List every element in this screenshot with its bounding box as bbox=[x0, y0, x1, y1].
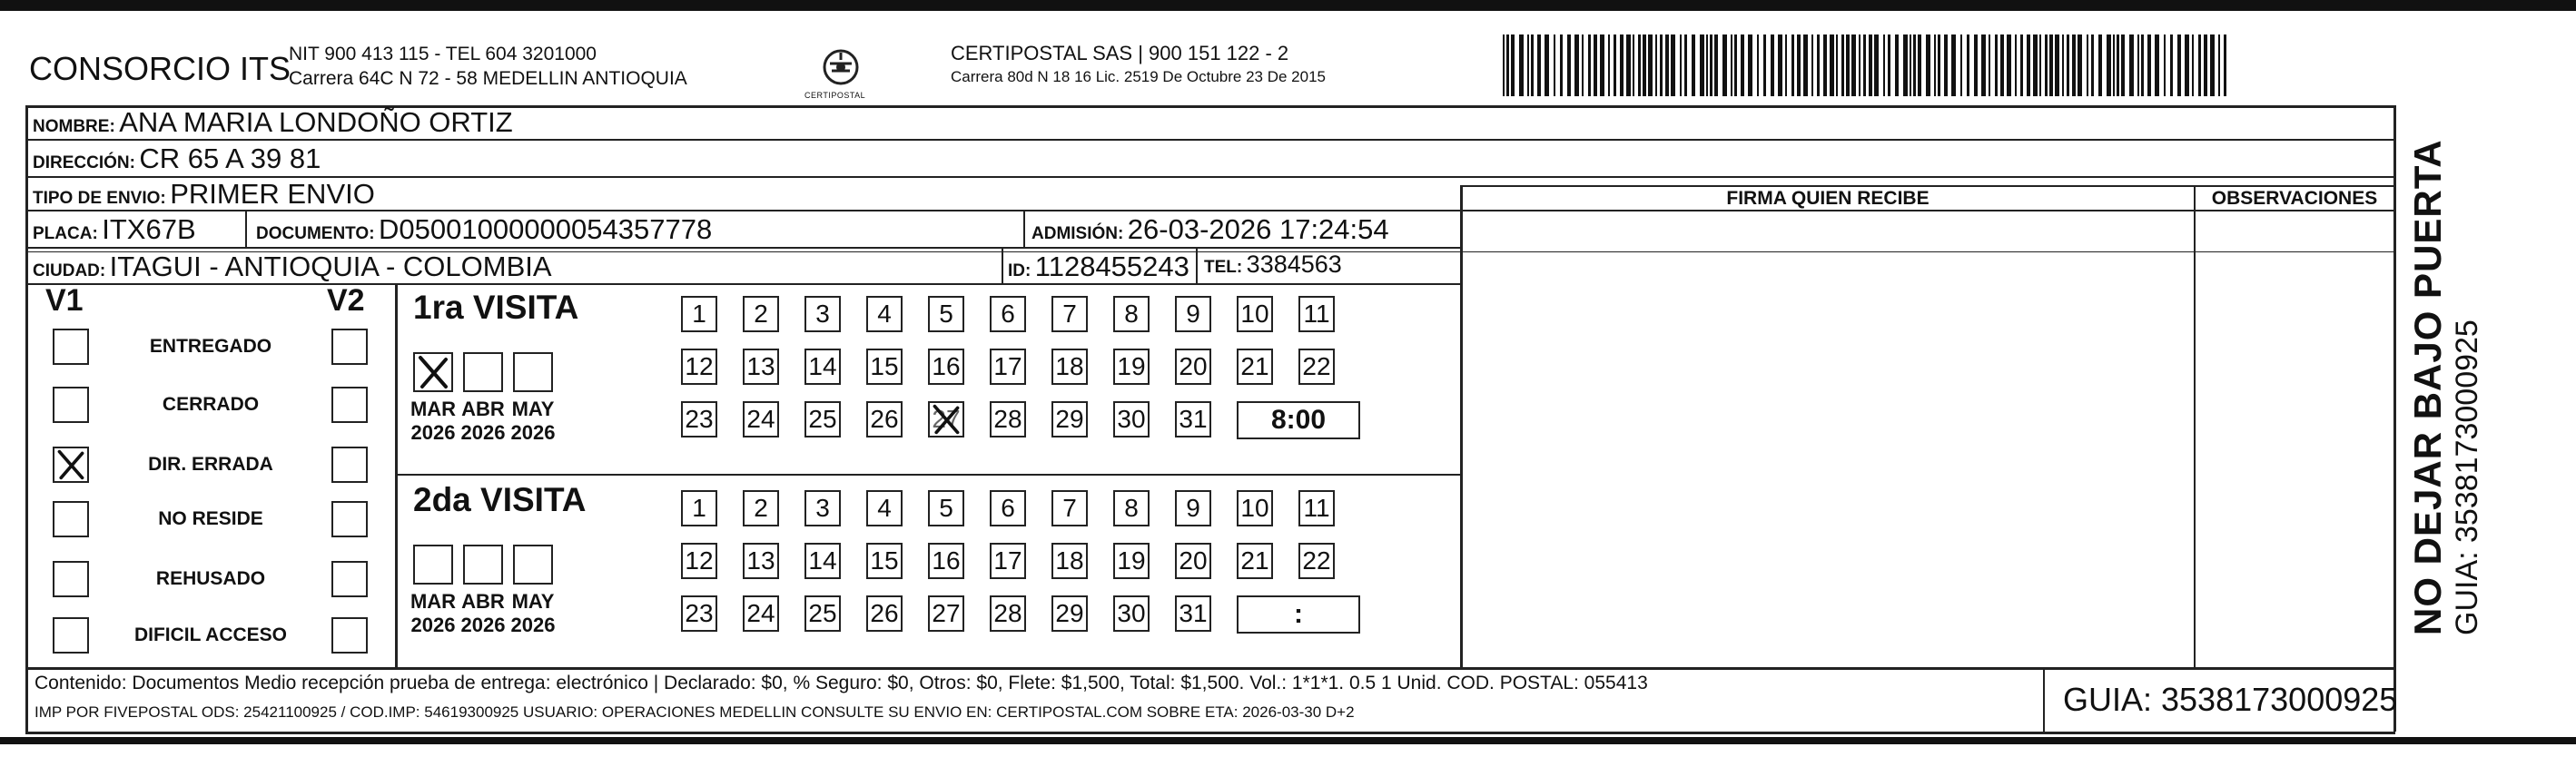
visita1-day-18[interactable]: 18 bbox=[1051, 349, 1088, 385]
grid-line bbox=[25, 732, 2395, 734]
visita2-day-2[interactable]: 2 bbox=[743, 490, 779, 526]
v1-checkbox-5[interactable] bbox=[53, 561, 89, 597]
barcode-bar bbox=[2091, 34, 2094, 96]
status-label: CERRADO bbox=[162, 394, 260, 415]
barcode-bar bbox=[2107, 34, 2111, 96]
visita2-month-label bbox=[456, 590, 510, 637]
barcode-bar bbox=[1803, 34, 1808, 96]
placa-label: PLACA: bbox=[33, 224, 98, 243]
visita2-day-19[interactable]: 19 bbox=[1113, 543, 1150, 579]
bottom-border bbox=[0, 737, 2576, 744]
v1-header: V1 bbox=[45, 283, 84, 318]
grid-line bbox=[395, 474, 1461, 476]
visita1-month-label bbox=[456, 398, 510, 445]
tel-label: TEL: bbox=[1204, 258, 1243, 277]
barcode-bar bbox=[1967, 34, 1969, 96]
visita2-day-6[interactable]: 6 bbox=[990, 490, 1026, 526]
visita1-day-20[interactable]: 20 bbox=[1175, 349, 1211, 385]
visita1-day-28[interactable]: 28 bbox=[990, 401, 1026, 437]
v1-checkbox-6[interactable] bbox=[53, 617, 89, 654]
barcode-bar bbox=[1600, 34, 1604, 96]
firma-header: FIRMA QUIEN RECIBE bbox=[1726, 188, 1930, 209]
visita2-month-checkbox-may[interactable] bbox=[513, 545, 553, 585]
visita2-day-4[interactable]: 4 bbox=[866, 490, 903, 526]
status-label: ENTREGADO bbox=[149, 336, 272, 357]
barcode-bar bbox=[1974, 34, 1978, 96]
barcode-bar bbox=[1785, 34, 1787, 96]
barcode-bar bbox=[1836, 34, 1838, 96]
barcode-bar bbox=[1823, 34, 1827, 96]
barcode-bar bbox=[1660, 34, 1663, 96]
barcode-bar bbox=[1989, 34, 1990, 96]
barcode-bar bbox=[1734, 34, 1737, 96]
certipostal-nit: CERTIPOSTAL SAS | 900 151 122 - 2 bbox=[951, 42, 1289, 64]
visita1-day-21[interactable]: 21 bbox=[1237, 349, 1273, 385]
visita1-day-4[interactable]: 4 bbox=[866, 296, 903, 332]
placa-value: ITX67B bbox=[102, 213, 196, 245]
grid-line bbox=[395, 283, 398, 668]
barcode-bar bbox=[2177, 34, 2181, 96]
visita2-day-16[interactable]: 16 bbox=[928, 543, 964, 579]
grid-line bbox=[25, 667, 2395, 670]
visita1-title: 1ra VISITA bbox=[413, 289, 579, 326]
barcode-bar bbox=[1620, 34, 1624, 96]
company-address: Carrera 64C N 72 - 58 MEDELLIN ANTIOQUIA bbox=[289, 68, 687, 89]
visita1-day-17[interactable]: 17 bbox=[990, 349, 1026, 385]
barcode-bar bbox=[1763, 34, 1766, 96]
barcode-bar bbox=[2033, 34, 2038, 96]
footer-impresion: IMP POR FIVEPOSTAL ODS: 25421100925 / COD.IMP: 54619300925 USUARIO: OPERACIONES MEDELLIN CONSULTE SU ENVIO EN: CERTIPOSTAL.COM SOBRE ETA: 2026-03-30 D+2 bbox=[35, 703, 1355, 721]
visita1-month-checkbox-abr[interactable] bbox=[463, 352, 503, 392]
barcode-bar bbox=[1874, 34, 1879, 96]
barcode-bar bbox=[2000, 34, 2004, 96]
visita2-day-7[interactable]: 7 bbox=[1051, 490, 1088, 526]
barcode-bar bbox=[2210, 34, 2215, 96]
barcode-bar bbox=[2192, 34, 2194, 96]
visita1-month-label bbox=[406, 398, 460, 445]
visita1-day-19[interactable]: 19 bbox=[1113, 349, 1150, 385]
ciudad-value: ITAGUI - ANTIOQUIA - COLOMBIA bbox=[109, 251, 552, 282]
barcode-bar bbox=[1918, 34, 1921, 96]
barcode-bar bbox=[2027, 34, 2030, 96]
barcode-bar bbox=[2141, 34, 2144, 96]
barcode-bar bbox=[1531, 34, 1534, 96]
month-year: 2026 bbox=[410, 421, 456, 444]
barcode-bar bbox=[2137, 34, 2139, 96]
visita2-day-31[interactable]: 31 bbox=[1175, 595, 1211, 632]
barcode-bar bbox=[1706, 34, 1708, 96]
visita2-day-23[interactable]: 23 bbox=[681, 595, 717, 632]
visita1-month-checkbox-may[interactable] bbox=[513, 352, 553, 392]
barcode-bar bbox=[1710, 34, 1712, 96]
grid-line bbox=[1023, 211, 1025, 249]
barcode-bar bbox=[1938, 34, 1940, 96]
v2-checkbox-4[interactable] bbox=[331, 501, 368, 537]
month-name: ABR bbox=[461, 590, 505, 613]
grid-line bbox=[25, 139, 2395, 141]
barcode-bar bbox=[1888, 34, 1890, 96]
barcode-bar bbox=[1981, 34, 1986, 96]
barcode-bar bbox=[2204, 34, 2207, 96]
barcode-bar bbox=[1560, 34, 1563, 96]
visita2-day-11[interactable]: 11 bbox=[1298, 490, 1335, 526]
row-id bbox=[1008, 251, 1189, 283]
row-ciudad bbox=[33, 251, 552, 283]
barcode-bar bbox=[1665, 34, 1669, 96]
barcode-bar bbox=[1506, 34, 1509, 96]
visita2-day-12[interactable]: 12 bbox=[681, 543, 717, 579]
barcode-bar bbox=[1895, 34, 1899, 96]
grid-line bbox=[25, 667, 28, 732]
barcode-bar bbox=[2045, 34, 2048, 96]
barcode-bar bbox=[1926, 34, 1930, 96]
month-year: 2026 bbox=[460, 614, 506, 636]
visita2-day-8[interactable]: 8 bbox=[1113, 490, 1150, 526]
v2-checkbox-2[interactable] bbox=[331, 387, 368, 423]
grid-line bbox=[1196, 247, 1198, 285]
barcode-bar bbox=[2117, 34, 2119, 96]
tel-value: 3384563 bbox=[1246, 251, 1342, 278]
barcode-bar bbox=[1503, 34, 1505, 96]
barcode-bar bbox=[1527, 34, 1529, 96]
row-tel bbox=[1204, 251, 1342, 279]
certipostal-info bbox=[951, 42, 1326, 89]
barcode-bar bbox=[2155, 34, 2159, 96]
barcode-bar bbox=[1944, 34, 1948, 96]
grid-line bbox=[25, 210, 2395, 211]
visita1-day-27[interactable]: 27 bbox=[928, 401, 964, 437]
barcode-bar bbox=[2113, 34, 2115, 96]
barcode-bar bbox=[2185, 34, 2189, 96]
barcode-bar bbox=[1797, 34, 1801, 96]
barcode-bar bbox=[1594, 34, 1597, 96]
side-guia: GUIA: 3538173000925 bbox=[2450, 320, 2484, 635]
visita1-hour-field[interactable]: 8:00 bbox=[1237, 401, 1360, 439]
documento-value: D05001000000054357778 bbox=[379, 213, 713, 245]
v1-checkbox-2[interactable] bbox=[53, 387, 89, 423]
barcode-bar bbox=[1554, 34, 1555, 96]
barcode-bar bbox=[2067, 34, 2069, 96]
visita2-month-label bbox=[506, 590, 560, 637]
visita1-day-7[interactable]: 7 bbox=[1051, 296, 1088, 332]
visita2-day-28[interactable]: 28 bbox=[990, 595, 1026, 632]
status-label: REHUSADO bbox=[155, 568, 266, 589]
visita1-day-check-mark bbox=[930, 403, 962, 436]
v1-checkbox-1[interactable] bbox=[53, 329, 89, 365]
admision-value: 26-03-2026 17:24:54 bbox=[1127, 213, 1389, 245]
grid-line bbox=[2194, 185, 2196, 668]
row-documento bbox=[256, 213, 712, 246]
barcode-bar bbox=[1680, 34, 1682, 96]
month-name: MAY bbox=[511, 590, 555, 613]
barcode-bar bbox=[1692, 34, 1695, 96]
barcode bbox=[1503, 34, 2229, 96]
barcode-bar bbox=[1519, 34, 1524, 96]
barcode-bar bbox=[1655, 34, 1657, 96]
visita1-day-8[interactable]: 8 bbox=[1113, 296, 1150, 332]
visita1-day-3[interactable]: 3 bbox=[804, 296, 841, 332]
documento-label: DOCUMENTO: bbox=[256, 224, 375, 243]
visita1-month-label bbox=[506, 398, 560, 445]
grid-line bbox=[1002, 247, 1003, 285]
barcode-bar bbox=[2224, 34, 2226, 96]
barcode-bar bbox=[1614, 34, 1616, 96]
barcode-bar bbox=[1934, 34, 1936, 96]
grid-line bbox=[2043, 667, 2045, 732]
visita1-day-9[interactable]: 9 bbox=[1175, 296, 1211, 332]
visita1-day-16[interactable]: 16 bbox=[928, 349, 964, 385]
visita2-day-13[interactable]: 13 bbox=[743, 543, 779, 579]
visita2-day-1[interactable]: 1 bbox=[681, 490, 717, 526]
grid-line bbox=[25, 247, 1460, 249]
visita1-day-2[interactable]: 2 bbox=[743, 296, 779, 332]
visita1-day-30[interactable]: 30 bbox=[1113, 401, 1150, 437]
barcode-bar bbox=[1863, 34, 1866, 96]
month-year: 2026 bbox=[460, 421, 506, 444]
visita2-day-27[interactable]: 27 bbox=[928, 595, 964, 632]
barcode-bar bbox=[2039, 34, 2041, 96]
barcode-bar bbox=[1608, 34, 1610, 96]
barcode-bar bbox=[1910, 34, 1911, 96]
month-name: MAY bbox=[511, 398, 555, 420]
barcode-bar bbox=[1648, 34, 1653, 96]
id-value: 1128455243 bbox=[1034, 251, 1189, 282]
visita2-month-label bbox=[406, 590, 460, 637]
barcode-bar bbox=[1859, 34, 1860, 96]
id-label: ID: bbox=[1008, 261, 1031, 280]
v2-checkbox-6[interactable] bbox=[331, 617, 368, 654]
grid-line bbox=[25, 283, 1460, 285]
visita2-month-checkbox-mar[interactable] bbox=[413, 545, 453, 585]
visita2-day-22[interactable]: 22 bbox=[1298, 543, 1335, 579]
direccion-label: DIRECCIÓN: bbox=[33, 153, 135, 172]
company-nit: NIT 900 413 115 - TEL 604 3201000 bbox=[289, 44, 597, 64]
barcode-bar bbox=[1537, 34, 1541, 96]
grid-line bbox=[1460, 185, 2395, 187]
barcode-bar bbox=[1684, 34, 1687, 96]
barcode-bar bbox=[2121, 34, 2125, 96]
barcode-bar bbox=[1841, 34, 1844, 96]
row-tipo bbox=[33, 178, 375, 211]
company-info bbox=[289, 42, 687, 91]
status-label: DIR. ERRADA bbox=[148, 454, 273, 475]
barcode-bar bbox=[2087, 34, 2088, 96]
visita2-title: 2da VISITA bbox=[413, 481, 587, 518]
barcode-bar bbox=[2015, 34, 2017, 96]
visita2-month-checkbox-abr[interactable] bbox=[463, 545, 503, 585]
visita2-day-30[interactable]: 30 bbox=[1113, 595, 1150, 632]
visita2-day-9[interactable]: 9 bbox=[1175, 490, 1211, 526]
row-placa bbox=[33, 213, 196, 246]
visita1-day-26[interactable]: 26 bbox=[866, 401, 903, 437]
visita1-day-5[interactable]: 5 bbox=[928, 296, 964, 332]
barcode-bar bbox=[2078, 34, 2082, 96]
barcode-bar bbox=[1731, 34, 1732, 96]
barcode-bar bbox=[1846, 34, 1850, 96]
side-notice bbox=[2406, 139, 2485, 635]
grid-line bbox=[245, 211, 247, 249]
visita1-day-29[interactable]: 29 bbox=[1051, 401, 1088, 437]
company-name: CONSORCIO ITS bbox=[29, 50, 291, 87]
visita1-day-12[interactable]: 12 bbox=[681, 349, 717, 385]
visita1-day-23[interactable]: 23 bbox=[681, 401, 717, 437]
visita1-day-25[interactable]: 25 bbox=[804, 401, 841, 437]
direccion-value: CR 65 A 39 81 bbox=[139, 143, 321, 174]
barcode-bar bbox=[1757, 34, 1759, 96]
visita1-day-15[interactable]: 15 bbox=[866, 349, 903, 385]
barcode-bar bbox=[1748, 34, 1752, 96]
visita2-day-26[interactable]: 26 bbox=[866, 595, 903, 632]
barcode-bar bbox=[1567, 34, 1571, 96]
barcode-bar bbox=[2007, 34, 2011, 96]
barcode-bar bbox=[1722, 34, 1727, 96]
grid-line bbox=[25, 176, 2395, 178]
footer-contenido: Contenido: Documentos Medio recepción prueba de entrega: electrónico | Declarado: $0, % Seguro: $0, Otros: $0, Flete: $1,500, Total: $1,500. Vol.: 1*1*1. 0.5 1 Unid. COD. POSTAL: 055413 bbox=[35, 673, 1648, 693]
barcode-bar bbox=[2198, 34, 2201, 96]
barcode-bar bbox=[1574, 34, 1579, 96]
month-name: MAR bbox=[410, 590, 457, 613]
v2-checkbox-1[interactable] bbox=[331, 329, 368, 365]
barcode-bar bbox=[2164, 34, 2166, 96]
barcode-bar bbox=[1869, 34, 1872, 96]
barcode-bar bbox=[1626, 34, 1631, 96]
tipo-label: TIPO DE ENVIO: bbox=[33, 189, 166, 208]
barcode-bar bbox=[1951, 34, 1956, 96]
barcode-bar bbox=[2049, 34, 2053, 96]
visita1-day-13[interactable]: 13 bbox=[743, 349, 779, 385]
barcode-bar bbox=[2129, 34, 2134, 96]
visita1-day-24[interactable]: 24 bbox=[743, 401, 779, 437]
visita2-day-25[interactable]: 25 bbox=[804, 595, 841, 632]
grid-line bbox=[2393, 105, 2396, 732]
barcode-bar bbox=[1883, 34, 1885, 96]
visita1-day-6[interactable]: 6 bbox=[990, 296, 1026, 332]
barcode-bar bbox=[1588, 34, 1591, 96]
visita1-day-14[interactable]: 14 bbox=[804, 349, 841, 385]
barcode-bar bbox=[2098, 34, 2102, 96]
barcode-bar bbox=[1817, 34, 1820, 96]
visita1-day-31[interactable]: 31 bbox=[1175, 401, 1211, 437]
barcode-bar bbox=[1851, 34, 1856, 96]
v2-checkbox-3[interactable] bbox=[331, 447, 368, 483]
visita2-day-10[interactable]: 10 bbox=[1237, 490, 1273, 526]
visita1-day-22[interactable]: 22 bbox=[1298, 349, 1335, 385]
barcode-bar bbox=[1960, 34, 1962, 96]
barcode-bar bbox=[1638, 34, 1641, 96]
barcode-bar bbox=[1913, 34, 1916, 96]
barcode-bar bbox=[1671, 34, 1675, 96]
visita2-day-17[interactable]: 17 bbox=[990, 543, 1026, 579]
barcode-bar bbox=[1643, 34, 1646, 96]
visita2-day-21[interactable]: 21 bbox=[1237, 543, 1273, 579]
nombre-value: ANA MARIA LONDOÑO ORTIZ bbox=[119, 106, 513, 138]
month-year: 2026 bbox=[510, 421, 556, 444]
status-label: DIFICIL ACCESO bbox=[133, 624, 287, 645]
admision-label: ADMISIÓN: bbox=[1031, 224, 1124, 243]
visita1-day-1[interactable]: 1 bbox=[681, 296, 717, 332]
visita1-month-check-mark bbox=[415, 354, 451, 390]
grid-line bbox=[25, 105, 28, 668]
barcode-bar bbox=[1582, 34, 1584, 96]
logo-text: CERTIPOSTAL bbox=[804, 91, 866, 100]
month-year: 2026 bbox=[510, 614, 556, 636]
month-name: ABR bbox=[461, 398, 505, 420]
barcode-bar bbox=[1741, 34, 1744, 96]
barcode-bar bbox=[2147, 34, 2151, 96]
tipo-value: PRIMER ENVIO bbox=[170, 178, 375, 210]
barcode-bar bbox=[1633, 34, 1634, 96]
visita2-hour-field[interactable]: : bbox=[1237, 595, 1360, 634]
barcode-bar bbox=[1830, 34, 1834, 96]
v2-header: V2 bbox=[327, 283, 365, 318]
barcode-bar bbox=[1995, 34, 1998, 96]
status-label: NO RESIDE bbox=[158, 508, 263, 529]
barcode-bar bbox=[1903, 34, 1908, 96]
month-year: 2026 bbox=[410, 614, 456, 636]
visita2-day-18[interactable]: 18 bbox=[1051, 543, 1088, 579]
top-border bbox=[0, 0, 2576, 11]
footer-guia: GUIA: 3538173000925 bbox=[2063, 681, 2398, 718]
barcode-bar bbox=[2218, 34, 2220, 96]
v2-checkbox-5[interactable] bbox=[331, 561, 368, 597]
visita2-day-29[interactable]: 29 bbox=[1051, 595, 1088, 632]
visita2-day-3[interactable]: 3 bbox=[804, 490, 841, 526]
visita2-day-15[interactable]: 15 bbox=[866, 543, 903, 579]
barcode-bar bbox=[2020, 34, 2023, 96]
barcode-bar bbox=[2055, 34, 2059, 96]
row-admision bbox=[1031, 213, 1389, 246]
certipostal-address: Carrera 80d N 18 16 Lic. 2519 De Octubre 23 De 2015 bbox=[951, 68, 1326, 85]
visita2-day-14[interactable]: 14 bbox=[804, 543, 841, 579]
visita2-day-24[interactable]: 24 bbox=[743, 595, 779, 632]
side-no-dejar: NO DEJAR BAJO PUERTA bbox=[2406, 139, 2449, 635]
barcode-bar bbox=[2062, 34, 2064, 96]
barcode-bar bbox=[1511, 34, 1515, 96]
barcode-bar bbox=[1778, 34, 1782, 96]
barcode-bar bbox=[1811, 34, 1813, 96]
observaciones-header: OBSERVACIONES bbox=[2211, 188, 2378, 209]
ciudad-label: CIUDAD: bbox=[33, 261, 106, 280]
visita1-day-11[interactable]: 11 bbox=[1298, 296, 1335, 332]
barcode-bar bbox=[1791, 34, 1794, 96]
row-direccion bbox=[33, 143, 321, 175]
row-nombre bbox=[33, 106, 513, 139]
v1-check-mark bbox=[54, 448, 87, 481]
barcode-bar bbox=[2170, 34, 2173, 96]
barcode-bar bbox=[2072, 34, 2076, 96]
grid-line bbox=[1460, 185, 1463, 668]
nombre-label: NOMBRE: bbox=[33, 117, 115, 136]
visita2-day-5[interactable]: 5 bbox=[928, 490, 964, 526]
barcode-bar bbox=[1700, 34, 1704, 96]
barcode-bar bbox=[1714, 34, 1718, 96]
visita2-day-20[interactable]: 20 bbox=[1175, 543, 1211, 579]
visita1-day-10[interactable]: 10 bbox=[1237, 296, 1273, 332]
v1-checkbox-4[interactable] bbox=[53, 501, 89, 537]
barcode-bar bbox=[1545, 34, 1549, 96]
barcode-bar bbox=[1771, 34, 1774, 96]
month-name: MAR bbox=[410, 398, 457, 420]
